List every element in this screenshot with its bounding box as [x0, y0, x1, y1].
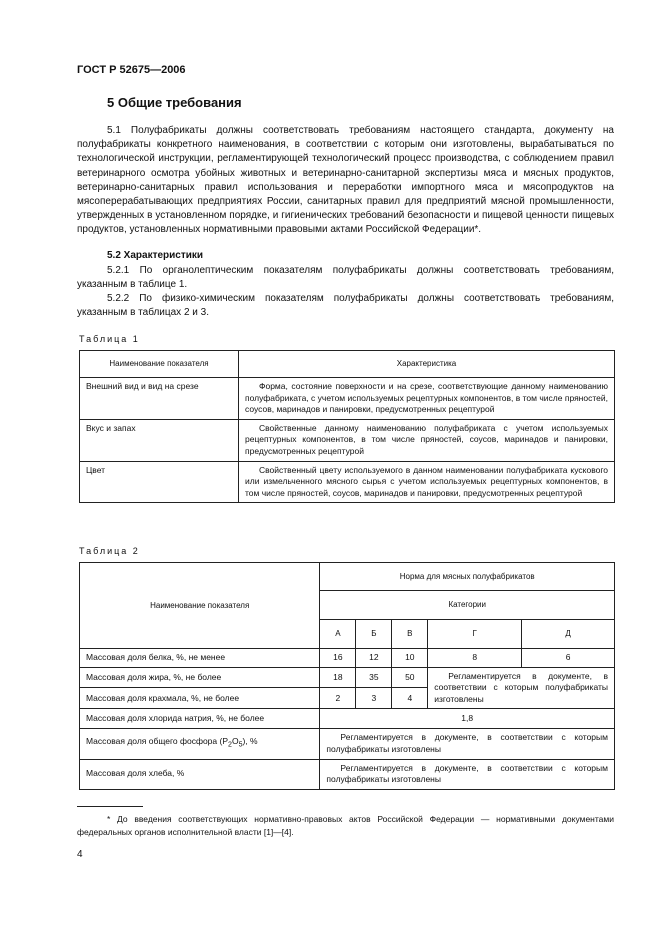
table2-value: 1,8	[320, 709, 615, 729]
table-2	[79, 562, 615, 790]
table2-value: 10	[392, 649, 428, 668]
clause-5-2-2: 5.2.2 По физико-химическим показателям полуфабрикаты должны соответствовать требованиям, указанным в таблицах 2 и 3.	[77, 293, 614, 319]
table2-indicator: Массовая доля общего фосфора $(P_2O_5)$, %	[80, 729, 320, 759]
table2-caption: Таблица 2	[79, 546, 140, 556]
clause-5-2-1: 5.2.1 По органолептическим показателям полуфабрикаты должны соответствовать требованиям, указанным в таблице 1.	[77, 265, 614, 291]
table2-value: 18	[320, 667, 356, 688]
table-row	[80, 461, 615, 503]
table2-value: 8	[428, 649, 522, 668]
table1-description: Форма, состояние поверхности и на срезе, соответствующие данному наименованию полуфабриката, с учетом используемых рецептурных компонентов, в том числе пряностей, соусов, маринадов и панировки, предусмотренных рецептурой	[239, 378, 615, 420]
page-number: 4	[77, 849, 83, 860]
table2-value: 16	[320, 649, 356, 668]
category-g: Г	[428, 620, 522, 649]
table1-caption: Таблица 1	[79, 334, 140, 344]
table-row	[80, 378, 615, 420]
table1-indicator: Вкус и запах	[80, 419, 239, 461]
footnote-divider	[77, 806, 143, 807]
table2-indicator: Массовая доля белка, %, не менее	[80, 649, 320, 668]
table2-value: 6	[522, 649, 615, 668]
table1-header-name: Наименование показателя	[80, 351, 239, 378]
table2-indicator: Массовая доля хлорида натрия, %, не более	[80, 709, 320, 729]
table-row	[80, 729, 615, 759]
category-b: Б	[356, 620, 392, 649]
table2-value: Регламентируется в документе, в соответствии с которым полуфабрикаты изготовлены	[320, 729, 615, 759]
table2-value: 35	[356, 667, 392, 688]
table1-header-characteristic: Характеристика	[239, 351, 615, 378]
table1-indicator: Цвет	[80, 461, 239, 503]
table2-value: Регламентируется в документе, в соответствии с которым полуфабрикаты изготовлены	[320, 759, 615, 789]
table-row	[80, 667, 615, 688]
table1-description: Свойственный цвету используемого в данном наименовании полуфабриката кускового или измельченного мясного сырья с учетом используемых рецептурных компонентов, в том числе пряностей, соусов, маринадов и панировки, предусмотренных рецептурой	[239, 461, 615, 503]
table2-indicator: Массовая доля жира, %, не более	[80, 667, 320, 688]
table-row	[80, 709, 615, 729]
table2-indicator: Массовая доля крахмала, %, не более	[80, 688, 320, 709]
table2-header-categories: Категории	[320, 591, 615, 620]
table2-value: 4	[392, 688, 428, 709]
table-1	[79, 350, 615, 503]
table1-description: Свойственные данному наименованию полуфабриката с учетом используемых рецептурных компонентов, в том числе пряностей, соусов, маринадов и панировки, предусмотренных рецептурой	[239, 419, 615, 461]
category-d: Д	[522, 620, 615, 649]
table2-header-norm: Норма для мясных полуфабрикатов	[320, 563, 615, 591]
table1-indicator: Внешний вид и вид на срезе	[80, 378, 239, 420]
table-row	[80, 419, 615, 461]
category-a: А	[320, 620, 356, 649]
table2-regulated-note: Регламентируется в документе, в соответствии с которым полуфабрикаты изготовлены	[428, 667, 615, 709]
table2-value: 12	[356, 649, 392, 668]
table2-indicator: Массовая доля хлеба, %	[80, 759, 320, 789]
document-header: ГОСТ Р 52675—2006	[77, 64, 186, 76]
table-row	[80, 759, 615, 789]
section-title: 5 Общие требования	[107, 95, 242, 110]
clause-5-2-heading: 5.2 Характеристики	[107, 250, 204, 261]
table2-header-name: Наименование показателя	[80, 563, 320, 649]
table2-value: 50	[392, 667, 428, 688]
clause-5-1: 5.1 Полуфабрикаты должны соответствовать требованиям настоящего стандарта, документу на полуфабрикаты конкретного наименования, в соответствии с которым они изготовлены, вырабатываться по технологической инструкции, регламентирующей технологический процесс производства, с соблюдением правил ветеринарного осмотра убойных животных и ветеринарно-санитарной экспертизы мяса и мясных продуктов, ветеринарно-санитарных правил использования и переработки импортного мяса и мясопродуктов на мясоперерабатывающих предприятиях России, санитарных правил для предприятий мясной промышленности, утвержденных в установленном порядке, и гигиенических требований безопасности и пищевой ценности пищевых продуктов, установленных нормативными правовыми актами Российской Федерации*.	[77, 125, 614, 236]
table2-value: 3	[356, 688, 392, 709]
table2-value: 2	[320, 688, 356, 709]
footnote: * До введения соответствующих нормативно-правовых актов Российской Федерации — нормативными документами федеральных органов исполнительной власти [1]—[4].	[77, 814, 614, 837]
table-row	[80, 649, 615, 668]
category-v: В	[392, 620, 428, 649]
